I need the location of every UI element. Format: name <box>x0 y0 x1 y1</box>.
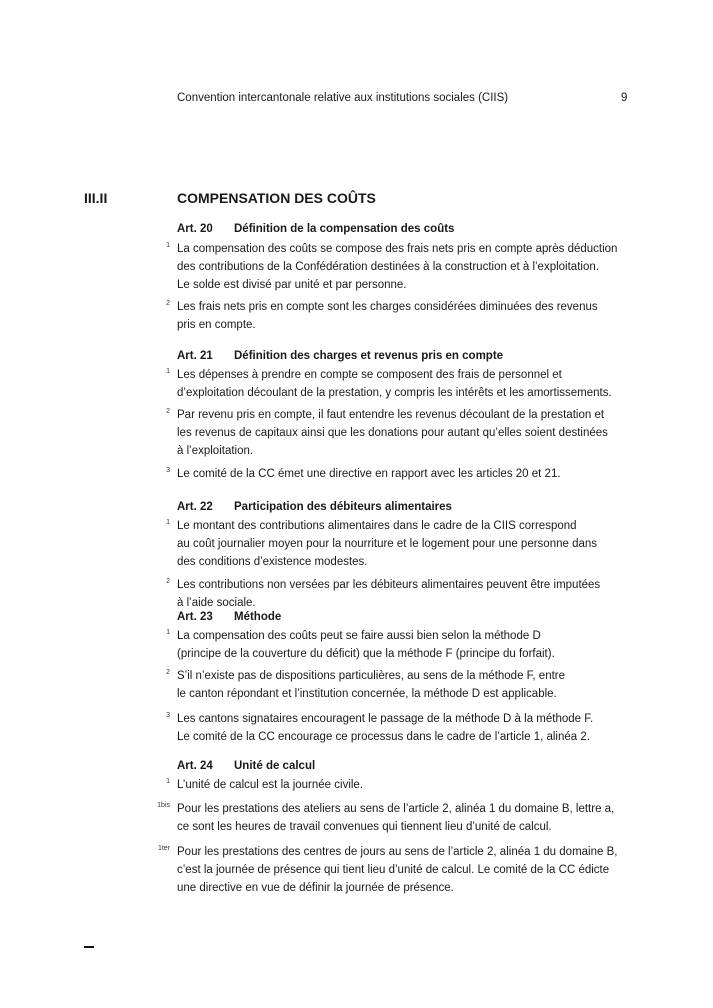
paragraph-line: Par revenu pris en compte, il faut entendre les revenus découlant de la prestation et <box>177 409 605 421</box>
paragraph <box>177 800 627 836</box>
paragraph-number: 2 <box>166 578 170 585</box>
paragraph-number: 1 <box>166 629 170 636</box>
article-number: Art. 21 <box>177 350 213 362</box>
paragraph-number: 3 <box>166 712 170 719</box>
article-title: Définition des charges et revenus pris en compte <box>234 350 504 362</box>
paragraph-line: Les dépenses à prendre en compte se composent des frais de personnel et <box>177 369 562 381</box>
paragraph-number: 1ter <box>157 845 170 852</box>
paragraph-number: 1 <box>166 778 170 785</box>
paragraph <box>177 240 627 294</box>
footer-dash <box>84 946 94 948</box>
paragraph-line: Le solde est divisé par unité et par personne. <box>177 279 407 291</box>
paragraph-line: d’exploitation découlant de la prestation, y compris les intérêts et les amortissements. <box>177 387 612 399</box>
paragraph-line: une directive en vue de définir la journée de présence. <box>177 882 454 894</box>
paragraph-line: Les contributions non versées par les débiteurs alimentaires peuvent être imputées <box>177 579 601 591</box>
article-heading <box>177 501 452 513</box>
paragraph <box>177 843 627 897</box>
paragraph-line: (principe de la couverture du déficit) que la méthode F (principe du forfait). <box>177 648 555 660</box>
paragraph-number: 2 <box>166 300 170 307</box>
paragraph <box>177 465 627 483</box>
article-number: Art. 20 <box>177 223 213 235</box>
paragraph-number: 3 <box>166 467 170 474</box>
paragraph-line: L’unité de calcul est la journée civile. <box>177 779 364 791</box>
article-heading <box>177 350 503 362</box>
paragraph-line: le canton répondant et l’institution concernée, la méthode D est applicable. <box>177 688 557 700</box>
paragraph-line: les revenus de capitaux ainsi que les donations pour autant qu’elles soient destinées <box>177 427 608 439</box>
article-title: Méthode <box>234 611 282 623</box>
header-title: Convention intercantonale relative aux institutions sociales (CIIS) <box>177 92 509 104</box>
paragraph-line: c’est la journée de présence qui tient lieu d’unité de calcul. Le comité de la CC édicte <box>177 864 610 876</box>
section-number: III.II <box>84 190 108 206</box>
paragraph <box>177 576 627 612</box>
paragraph-line: Le comité de la CC encourage ce processus dans le cadre de l’article 1, alinéa 2. <box>177 731 590 743</box>
paragraph-number: 2 <box>166 669 170 676</box>
paragraph-line: au coût journalier moyen pour la nourriture et le logement pour une personne dans <box>177 538 598 550</box>
paragraph-line: Le comité de la CC émet une directive en rapport avec les articles 20 et 21. <box>177 468 561 480</box>
paragraph-line: à l’aide sociale. <box>177 597 256 609</box>
paragraph-line: des contributions de la Confédération destinées à la construction et à l’exploitation. <box>177 261 599 273</box>
article-title: Définition de la compensation des coûts <box>234 223 455 235</box>
paragraph-line: La compensation des coûts se compose des frais nets pris en compte après déduction <box>177 243 618 255</box>
paragraph-number: 1 <box>166 519 170 526</box>
article-number: Art. 24 <box>177 760 213 772</box>
paragraph <box>177 710 627 746</box>
paragraph <box>177 517 627 571</box>
paragraph-line: à l’exploitation. <box>177 445 254 457</box>
paragraph <box>177 298 627 334</box>
paragraph-line: La compensation des coûts peut se faire aussi bien selon la méthode D <box>177 630 541 642</box>
article-number: Art. 23 <box>177 611 213 623</box>
article-heading <box>177 760 315 772</box>
paragraph-number: 1bis <box>157 802 170 809</box>
paragraph-number: 1 <box>166 242 170 249</box>
paragraph-number: 1 <box>166 368 170 375</box>
paragraph-line: Le montant des contributions alimentaires dans le cadre de la CIIS correspond <box>177 520 577 532</box>
paragraph-line: ce sont les heures de travail convenues qui tiennent lieu d’unité de calcul. <box>177 821 552 833</box>
article-title: Unité de calcul <box>234 760 316 772</box>
paragraph <box>177 366 627 402</box>
paragraph-line: Les cantons signataires encouragent le passage de la méthode D à la méthode F. <box>177 713 594 725</box>
article-number: Art. 22 <box>177 501 213 513</box>
paragraph-number: 2 <box>166 408 170 415</box>
paragraph-line: Les frais nets pris en compte sont les charges considérées diminuées des revenus <box>177 301 598 313</box>
paragraph-line: Pour les prestations des ateliers au sens de l’article 2, alinéa 1 du domaine B, lettre a, <box>177 803 615 815</box>
paragraph <box>177 667 627 703</box>
paragraph-line: Pour les prestations des centres de jours au sens de l’article 2, alinéa 1 du domaine B, <box>177 846 618 858</box>
paragraph-line: des conditions d’existence modestes. <box>177 556 368 568</box>
paragraph-line: pris en compte. <box>177 319 256 331</box>
paragraph-line: S’il n’existe pas de dispositions particulières, au sens de la méthode F, entre <box>177 670 566 682</box>
paragraph <box>177 406 627 460</box>
article-heading <box>177 611 281 623</box>
page-number: 9 <box>621 92 628 104</box>
article-title: Participation des débiteurs alimentaires <box>234 501 452 513</box>
paragraph <box>177 627 627 663</box>
section-title: COMPENSATION DES COÛTS <box>177 190 376 206</box>
article-heading <box>177 223 454 235</box>
paragraph <box>177 776 627 794</box>
